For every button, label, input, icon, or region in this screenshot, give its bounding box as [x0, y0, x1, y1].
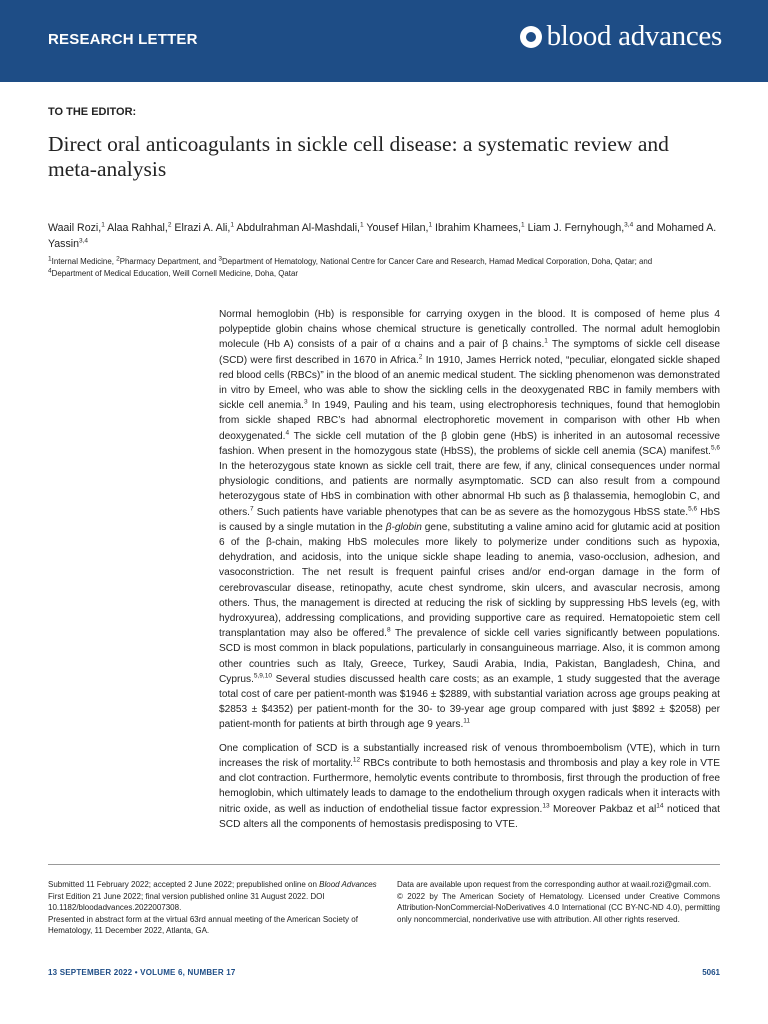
author-affiliation-mark: 1 [428, 221, 433, 229]
author-name: Alaa Rahhal, [107, 222, 168, 234]
journal-name: blood advances [546, 20, 722, 52]
author-affiliation-mark: 1 [101, 221, 105, 229]
author-name: Ibrahim Khamees, [435, 222, 521, 234]
footnotes-left [48, 879, 378, 937]
citation-superscript: 8 [386, 626, 391, 634]
citation-superscript: 5,9,10 [253, 672, 272, 680]
citation-superscript: 4 [285, 429, 290, 437]
citation-superscript: 7 [249, 505, 254, 513]
affiliation-number: 2 [116, 255, 120, 263]
author-affiliation-mark: 1 [230, 221, 234, 229]
author-affiliation-mark: 3,4 [624, 221, 634, 229]
affiliation-number: 1 [48, 255, 52, 263]
author-name: Liam J. Fernyhough, [527, 222, 625, 234]
article-body [219, 307, 720, 840]
to-the-editor-heading: TO THE EDITOR: [48, 106, 137, 118]
footnote-entry: © 2022 by The American Society of Hematology. Licensed under Creative Commons Attribution-NonCommercial-NoDerivatives 4.0 International (CC BY-NC-ND 4.0), permitting only noncommercial, nonderivative use with attribution. All other rights reserved. [397, 891, 720, 924]
author-affiliation-mark: 1 [521, 221, 525, 229]
affiliation-text: Internal Medicine, [51, 257, 117, 266]
footnote-divider [48, 864, 720, 865]
citation-superscript: 5,6 [688, 505, 698, 513]
citation-superscript: 13 [542, 802, 550, 810]
citation-superscript: 12 [352, 756, 361, 764]
citation-superscript: 2 [418, 353, 423, 361]
header-banner [0, 0, 768, 82]
footnote-entry: Submitted 11 February 2022; accepted 2 June 2022; prepublished online on Blood Advances First Edition 21 June 2022; final version published online 31 August 2022. DOI 10.1182/bloodadvances.2022007308. [48, 880, 377, 913]
body-paragraph: Normal hemoglobin (Hb) is responsible for carrying oxygen in the blood. It is composed of heme plus 4 polypeptide globin chains whose chemical structure is genetically controlled. The normal adult hemoglobin molecule (Hb A) consists of a pair of α chains and a pair of β chains.$^1$ The symptoms of sickle cell disease (SCD) were first described in 1670 in Africa.$^2$ In 1910, James Herrick noted, “peculiar, elongated sickle shaped red blood cells (RBCs)” in the blood of an anemic medical student. The sickling phenomenon was demonstrated in vitro by Emeel, who was able to show the sickling cells in the deoxygenated RBC in family members with sickle cell anemia.$^3$ In 1949, Pauling and his team, using electrophoresis techniques, found that hemoglobin from sickle shaped RBC’s had abnormal electrophoretic movement in comparison with other Hb when deoxygenated.$^4$ The sickle cell mutation of the β globin gene (HbS) is inherited in an autosomal recessive fashion. When present in the homozygous state (HbSS), the problems of sickle cell anemia (SCA) manifest.$^{5,6}$ In the heterozygous state known as sickle cell trait, there are few, if any, clinical consequences under normal physiologic conditions, and patients are normally asymptomatic. SCD can also result from a compound heterozygous state of HbS in combination with other abnormal Hb such as β thalassemia, hemoglobin C, and others.$^7$ Such patients have variable phenotypes that can be as severe as the homozygous HbSS state.$^{5,6}$ HbS is caused by a single mutation in the β-globin gene, substituting a valine amino acid for glutamic acid at position 6 of the β-chain, making HbS molecules more likely to polymerize under conditions such as hypoxia, dehydration, and acidosis, into the unique sickle shape leading to anemia, vaso-occlusion, adhesion, and vasoconstriction. The net result is frequent painful crises and/or end-organ damage in the form of cerebrovascular disease, retinopathy, acute chest syndrome, skin ulcers, and avascular necrosis, among others. Thus, the management is directed at reducing the risk of sickling by suppressing HbS levels (eg, with hydroxyurea), addressing complications, and providing supportive care as required. Hematopoietic stem cell transplantation may also be offered.$^8$ The prevalence of sickle cell varies significantly between populations. SCD is most common in black populations, particularly in consanguineous marriage. Also, it is common among other countries such as Italy, Greece, Turkey, Saudi Arabia, India, Pakistan, Bangladesh, China, and Cyprus.$^{5,9,10}$ Several studies discussed health care costs; as an example, 1 study suggested that the average total cost of care per patient-month was $1946 ± $2889, with substantial variation across age groups peaking at $2853 ± $4352) per patient-month for the 30- to 39-year age group compared with just $892 ± $2058) per patient-month for patients at birth through age 9 years.$^{11}$ [219, 309, 721, 731]
author-affiliation-mark: 1 [360, 221, 364, 229]
author-name: Abdulrahman Al-Mashdali, [236, 222, 361, 234]
citation-superscript: 14 [656, 802, 664, 810]
affiliation-number: 3 [218, 255, 223, 263]
citation-superscript: 3 [303, 398, 308, 406]
italic-text: Blood Advances [319, 880, 377, 889]
italic-text: β-globin [385, 521, 422, 533]
author-affiliation-mark: 2 [167, 221, 172, 229]
journal-logo[interactable] [520, 20, 722, 53]
footnotes-right [397, 879, 720, 925]
author-name: Yousef Hilan, [366, 222, 429, 234]
footnote-entry: Data are available upon request from the corresponding author at waail.rozi@gmail.com. [397, 880, 712, 889]
blood-drop-icon [520, 26, 542, 48]
affiliation-number: 4 [48, 266, 52, 274]
author-list: Waail Rozi,$^1$ Alaa Rahhal,$^2$ Elrazi A. Ali,$^1$ Abdulrahman Al-Mashdali,$^1$ Yousef Hilan,$^1$ Ibrahim Khamees,$^1$ Liam J. Fernyhough,$^{3,4}$ and Mohamed A. Yassin$^{3,4}$ [48, 221, 717, 250]
affiliation-text: Pharmacy Department, and [119, 257, 219, 266]
issue-info: 13 SEPTEMBER 2022 • VOLUME 6, NUMBER 17 [48, 968, 236, 977]
author-affiliation-mark: 3,4 [79, 237, 89, 245]
author-name: Waail Rozi, [48, 222, 102, 234]
citation-superscript: 5,6 [710, 444, 720, 452]
author-name: Elrazi A. Ali, [174, 222, 231, 234]
affiliation-text: Department of Hematology, National Centre for Cancer Care and Research, Hamad Medical Corporation, Doha, Qatar; and [222, 257, 653, 266]
citation-superscript: 1 [544, 338, 548, 346]
article-type-label: RESEARCH LETTER [48, 31, 198, 48]
article-title: Direct oral anticoagulants in sickle cell disease: a systematic review and meta-analysis [48, 132, 669, 181]
page-number: 5061 [702, 968, 720, 977]
author-name: Mohamed A. Yassin [48, 222, 717, 250]
citation-superscript: 11 [463, 718, 471, 726]
footnote-entry: Presented in abstract form at the virtual 63rd annual meeting of the American Society of Hematology, 11 December 2022, Atlanta, GA. [48, 914, 358, 936]
affiliations [48, 256, 748, 279]
body-paragraph: One complication of SCD is a substantially increased risk of venous thromboembolism (VTE), which in turn increases the risk of mortality.$^{12}$ RBCs contribute to both hemostasis and thrombosis and play a key role in VTE and clot contraction. Furthermore, hemolytic events contribute to thrombosis, first through the production of free hemoglobin, which ultimately leads to damage to the endothelium through oxygen radicals when it interacts with nitric oxide, as well as induction of endothelial tissue factor expression.$^{13}$ Moreover Pakbaz et $al^{14}$ noticed that SCD alters all the components of hemostasis predisposing to VTE. [219, 742, 720, 830]
affiliation-text: Department of Medical Education, Weill Cornell Medicine, Doha, Qatar [51, 268, 298, 278]
